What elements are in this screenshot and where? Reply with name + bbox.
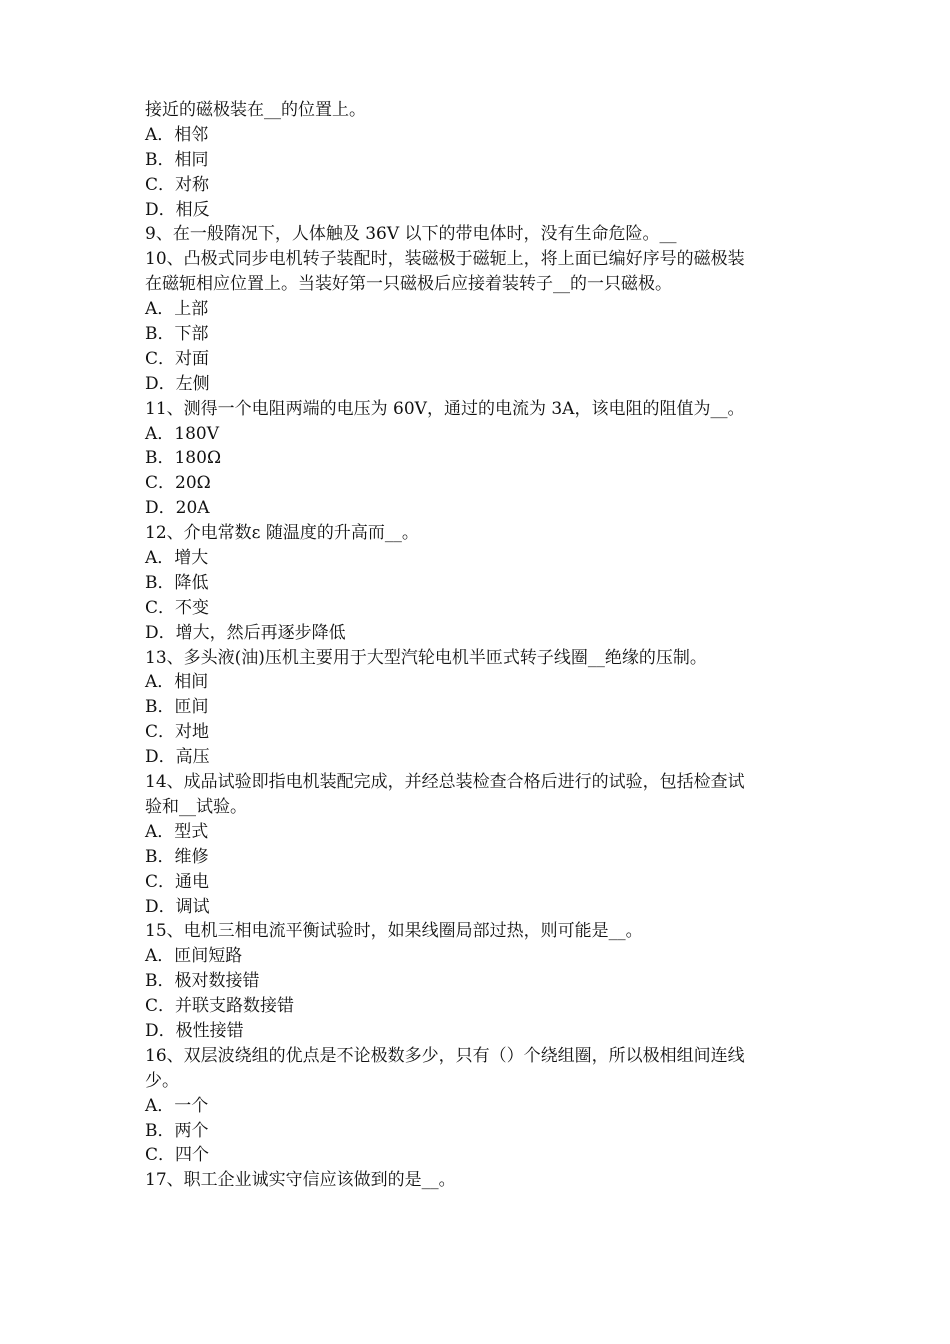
- question-12: 12、介电常数ε 随温度的升高而__。: [145, 523, 419, 544]
- option: C．20Ω: [145, 473, 211, 494]
- option: D．20A: [145, 498, 210, 519]
- question-14: 14、成品试验即指电机装配完成，并经总装检查合格后进行的试验，包括检查试: [145, 772, 745, 793]
- question-15: 15、电机三相电流平衡试验时，如果线圈局部过热，则可能是__。: [145, 921, 643, 942]
- option: B．两个: [145, 1120, 209, 1141]
- option: A．上部: [145, 299, 209, 320]
- option: D．相反: [145, 199, 210, 220]
- option: C．对面: [145, 348, 210, 369]
- question-13: 13、多头液(油)压机主要用于大型汽轮电机半匝式转子线圈__绝缘的压制。: [145, 647, 707, 668]
- question-9: 9、在一般隋况下，人体触及 36V 以下的带电体时，没有生命危险。__: [145, 224, 677, 245]
- question-17: 17、职工企业诚实守信应该做到的是__。: [145, 1170, 456, 1191]
- option: B．180Ω: [145, 448, 222, 469]
- option: B．维修: [145, 846, 209, 867]
- option: B．匝间: [145, 697, 209, 718]
- question-14-continued: 验和__试验。: [145, 796, 247, 817]
- question-11: 11、测得一个电阻两端的电压为 60V，通过的电流为 3A，该电阻的阻值为__。: [145, 398, 745, 419]
- option: C．不变: [145, 597, 210, 618]
- option: A．相邻: [145, 124, 209, 145]
- option: B．相同: [145, 149, 209, 170]
- question-16: 16、双层波绕组的优点是不论极数多少，只有（）个绕组圈，所以极相组间连线: [145, 1045, 745, 1066]
- option: A．增大: [145, 548, 209, 569]
- question-10: 10、凸极式同步电机转子装配时，装磁极于磁轭上，将上面已编好序号的磁极装: [145, 249, 745, 270]
- option: D．增大，然后再逐步降低: [145, 622, 346, 643]
- option: D．左侧: [145, 373, 210, 394]
- question-text: 接近的磁极装在__的位置上。: [145, 100, 366, 120]
- question-16-continued: 少。: [145, 1070, 179, 1091]
- option: A．型式: [145, 821, 209, 842]
- option: A．相间: [145, 672, 209, 693]
- option: D．调试: [145, 896, 210, 917]
- document-body: [145, 98, 815, 1193]
- option: C．通电: [145, 871, 210, 892]
- option: B．下部: [145, 324, 209, 345]
- option: D．极性接错: [145, 1020, 244, 1041]
- option: B．极对数接错: [145, 971, 260, 992]
- option: B．降低: [145, 572, 209, 593]
- option: C．对地: [145, 722, 210, 743]
- option: C．对称: [145, 174, 210, 195]
- question-10-continued: 在磁轭相应位置上。当装好第一只磁极后应接着装转子__的一只磁极。: [145, 274, 672, 295]
- option: C．四个: [145, 1145, 210, 1166]
- option: A．180V: [145, 423, 220, 444]
- option: D．高压: [145, 747, 210, 768]
- option: A．一个: [145, 1095, 209, 1116]
- option: C．并联支路数接错: [145, 996, 295, 1017]
- option: A．匝间短路: [145, 946, 243, 967]
